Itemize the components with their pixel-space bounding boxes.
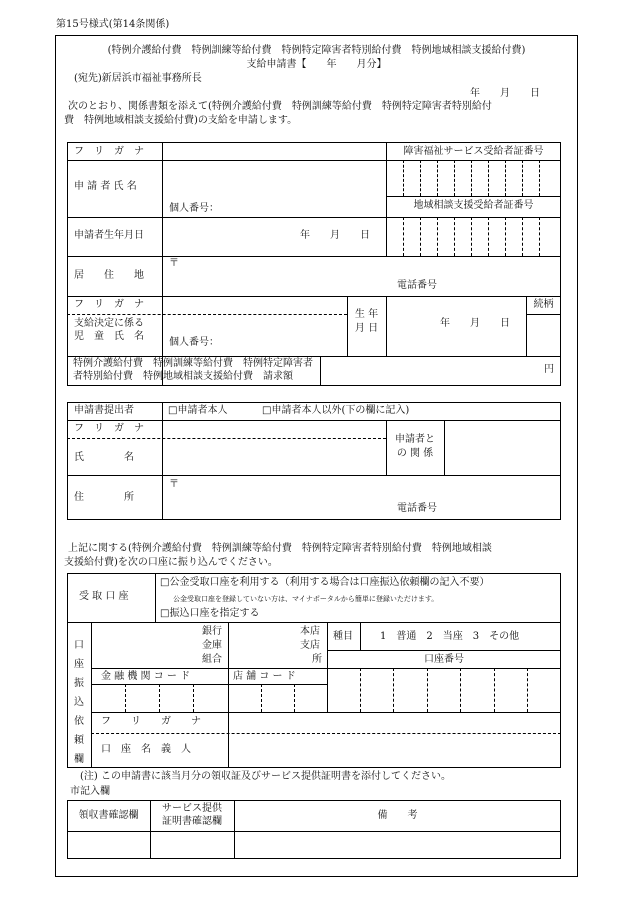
form-number: 第15号様式(第14条関係) bbox=[56, 19, 170, 30]
account-type-options[interactable]: 1 普通 2 当座 3 その他 bbox=[380, 631, 520, 642]
branch-type-main: 本店 bbox=[300, 626, 320, 637]
applicant-furigana-label: フ リ ガ ナ bbox=[74, 146, 144, 157]
residence-postal-mark: 〒 bbox=[169, 258, 179, 269]
child-birth-label1: 生 年 bbox=[354, 309, 379, 320]
bank-side-char-2: 座 bbox=[74, 659, 84, 670]
submitter-relation-line2: の 関 係 bbox=[396, 448, 434, 459]
receipt-option-specify[interactable]: □振込口座を指定する bbox=[160, 608, 260, 619]
residence-phone-label: 電話番号 bbox=[397, 280, 437, 291]
bank-side-char-1: 口 bbox=[74, 640, 84, 651]
form-title-line1: (特例介護給付費 特例訓練等給付費 特例特定障害者特別給付費 特例地域相談支援給付費) bbox=[107, 45, 526, 56]
account-number-label: 口座番号 bbox=[424, 654, 464, 665]
claim-label-line1: 特例介護給付費 特例訓練等給付費 特例特定障害者 bbox=[73, 358, 313, 369]
form-title-line2: 支給申請書【 年 月分】 bbox=[246, 59, 387, 70]
submitter-option-other[interactable]: □申請者本人以外(下の欄に記入) bbox=[262, 405, 410, 416]
receipt-note: 公金受取口座を登録していない方は、マイナポータルから簡単に登録いただけます。 bbox=[173, 595, 439, 603]
service-cert-line1: サービス提供 bbox=[162, 803, 222, 814]
bank-side-char-6: 頼 bbox=[74, 735, 84, 746]
holder-label: 口 座 名 義 人 bbox=[101, 744, 191, 755]
account-type-label: 種目 bbox=[333, 631, 353, 642]
bank-type-kumiai: 組合 bbox=[202, 654, 222, 665]
submitter-address-label: 住 所 bbox=[74, 492, 134, 503]
child-name-line1: 支給決定に係る bbox=[74, 318, 144, 329]
submitter-option-self[interactable]: □申請者本人 bbox=[168, 405, 228, 416]
receipt-option-public[interactable]: □公金受取口座を利用する（利用する場合は口座振込依頼欄の記入不要） bbox=[160, 577, 490, 588]
bank-side-char-5: 依 bbox=[74, 716, 84, 727]
child-my-number-label: 個人番号： bbox=[169, 337, 219, 348]
holder-furigana-label: フ リ ガ ナ bbox=[101, 716, 201, 727]
intro-line1: 次のとおり、関係書類を添えて(特例介護給付費 特例訓練等給付費 特例特定障害者特別給付 bbox=[68, 101, 492, 112]
transfer-intro-line2: 支援給付費)を次の口座に振り込んでください。 bbox=[64, 557, 278, 568]
branch-code-label: 店 舗 コ ー ド bbox=[233, 671, 296, 682]
submitter-furigana-label: フ リ ガ ナ bbox=[74, 423, 144, 434]
service-cert-line2: 証明書確認欄 bbox=[162, 816, 222, 827]
transfer-intro-line1: 上記に関する(特例介護給付費 特例訓練等給付費 特例特定障害者特別給付費 特例地域相談 bbox=[68, 543, 492, 554]
remarks-label: 備 考 bbox=[377, 810, 418, 821]
submitter-label: 申請書提出者 bbox=[74, 405, 134, 416]
child-birth-label2: 月 日 bbox=[354, 323, 379, 334]
child-name-line2: 児 童 氏 名 bbox=[74, 331, 144, 342]
claim-unit: 円 bbox=[544, 364, 554, 375]
residence-label: 居 住 地 bbox=[74, 270, 144, 281]
applicant-furigana-field[interactable] bbox=[163, 161, 385, 195]
addressee: (宛先)新居浜市福祉事務所長 bbox=[74, 73, 202, 84]
child-birth-value: 年 月 日 bbox=[440, 318, 510, 329]
intro-line2: 費 特例地域相談支援給付費)の支給を申請します。 bbox=[64, 115, 298, 126]
date-line: 年 月 日 bbox=[470, 88, 540, 99]
submitter-phone-label: 電話番号 bbox=[397, 503, 437, 514]
branch-type-branch: 支店 bbox=[300, 640, 320, 651]
bank-type-bank: 銀行 bbox=[202, 626, 222, 637]
claim-label-line2: 者特別給付費 特例地域相談支援給付費 請求額 bbox=[73, 371, 293, 382]
bank-side-char-4: 込 bbox=[74, 697, 84, 708]
applicant-birth-label: 申請者生年月日 bbox=[74, 230, 144, 241]
bank-side-char-7: 欄 bbox=[74, 754, 84, 765]
branch-type-office: 所 bbox=[312, 654, 322, 665]
child-furigana-label: フ リ ガ ナ bbox=[74, 299, 144, 310]
applicant-birth-value: 年 月 日 bbox=[300, 230, 370, 241]
receipt-check-label: 領収書確認欄 bbox=[78, 810, 139, 821]
child-relation-label: 続柄 bbox=[533, 299, 554, 310]
bank-code-label: 金 融 機 関 コ ー ド bbox=[101, 671, 191, 682]
bank-type-shinkin: 金庫 bbox=[202, 640, 222, 651]
city-table bbox=[67, 800, 561, 859]
submitter-relation-line1: 申請者と bbox=[395, 434, 435, 445]
cert-number-label: 障害福祉サービス受給者証番号 bbox=[403, 146, 544, 157]
receipt-label: 受 取 口 座 bbox=[79, 591, 129, 602]
submitter-postal-mark: 〒 bbox=[169, 479, 179, 490]
bank-side-char-3: 振 bbox=[74, 678, 84, 689]
applicant-name-label: 申 請 者 氏 名 bbox=[74, 181, 137, 192]
attachment-note: (注) この申請書に該当月分の領収証及びサービス提供証明書を添付してください。 bbox=[80, 771, 451, 782]
applicant-my-number-label: 個人番号： bbox=[169, 203, 219, 214]
submitter-name-label: 氏 名 bbox=[74, 452, 134, 463]
region-cert-label: 地域相談支援受給者証番号 bbox=[413, 200, 534, 211]
city-section-label: 市記入欄 bbox=[70, 786, 110, 797]
